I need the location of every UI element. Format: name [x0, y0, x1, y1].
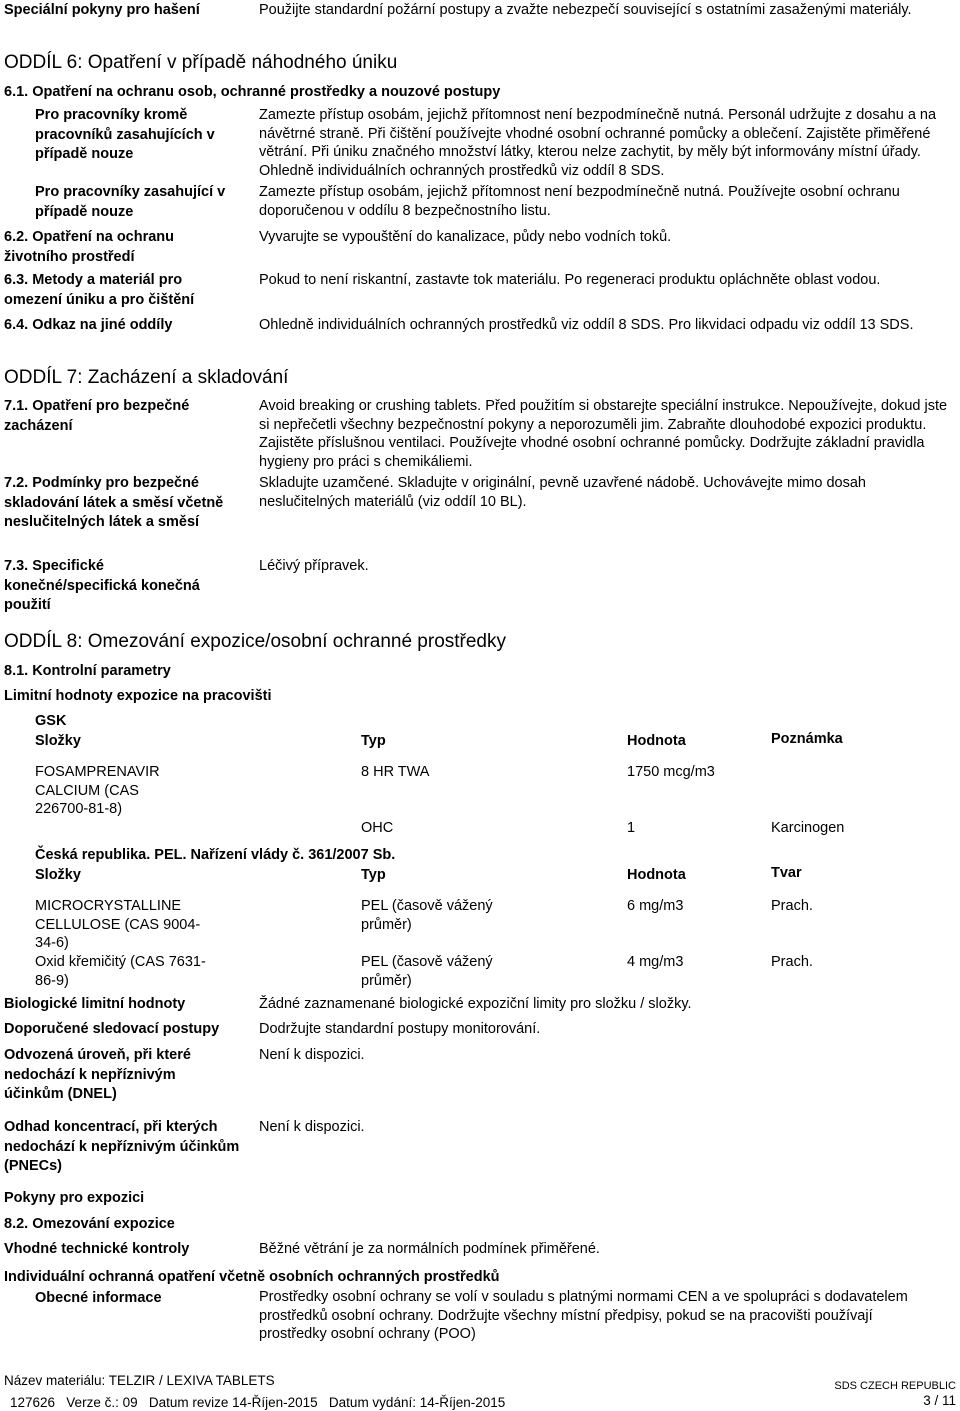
gsk-row-2-note: Karcinogen [771, 820, 845, 836]
section-6-title: ODDÍL 6: Opatření v případě náhodného úniku [4, 52, 398, 73]
section-6-1-title: 6.1. Opatření na ochranu osob, ochranné prostředky a nouzové postupy [4, 84, 501, 100]
storage-text: Skladujte uzamčené. Skladujte v originální, pevně uzavřené nádobě. Uchovávejte mimo dosah neslučitelných materiálů (viz oddíl 10 BL). [259, 475, 866, 510]
gsk-row-2-value: 1 [627, 820, 636, 836]
gsk-row-2-type: OHC [361, 820, 394, 836]
cz-row-1-value: 6 mg/m3 [627, 898, 684, 914]
gsk-header-type: Typ [361, 733, 386, 749]
pnec-text: Není k dispozici. [259, 1119, 365, 1135]
gsk-header-note: Poznámka [771, 731, 843, 747]
cz-row-2-type: PEL (časově vážený průměr) [361, 954, 493, 989]
gsk-header-value: Hodnota [627, 733, 686, 749]
general-info-text: Prostředky osobní ochrany se volí v souladu s platnými normami CEN a ve spolupráci s dodavatelem prostředků osobní ochrany. Dodržujte všechny místní předpisy, pokud se na pracovišti používají prostředky osobní ochrany (POO) [259, 1289, 908, 1342]
specific-use-label: 7.3. Specifické konečné/specifická konečná použití [4, 558, 200, 613]
gsk-table-title: GSK [35, 713, 67, 729]
engineering-controls-text: Běžné větrání je za normálních podmínek přiměřené. [259, 1241, 600, 1257]
pnec-label: Odhad koncentrací, při kterých nedochází k nepříznivým účinkům (PNECs) [4, 1119, 240, 1174]
section-8-2-title: 8.2. Omezování expozice [4, 1216, 175, 1232]
footer-country: SDS CZECH REPUBLIC [834, 1380, 956, 1392]
footer-revision-info: 127626 Verze č.: 09 Datum revize 14-Říjen-2015 Datum vydání: 14-Říjen-2015 [10, 1395, 506, 1410]
engineering-controls-label: Vhodné technické kontroly [4, 1241, 190, 1257]
cz-row-2-component: Oxid křemičitý (CAS 7631-86-9) [35, 954, 206, 989]
gsk-row-1-type: 8 HR TWA [361, 764, 430, 780]
cz-header-form: Tvar [771, 865, 802, 881]
footer-material-name: Název materiálu: TELZIR / LEXIVA TABLETS [4, 1373, 275, 1388]
non-emergency-text: Zamezte přístup osobám, jejichž přítomnost není bezpodmínečně nutná. Personál udržujte z dosahu a na návětrné straně. Při čištění používejte vhodné osobní ochranné pomůcky a oblečení. Zajistěte přiměřené větrání. Při úniku značného množství látky, kterou nelze zachytit, by měly být informovány místní úřady. Ohledně individuálních ochranných prostředků viz oddíl 8 SDS. [259, 107, 937, 179]
gsk-row-1-value: 1750 mcg/m3 [627, 764, 715, 780]
footer-page-number: 3 / 11 [923, 1393, 956, 1408]
fire-instructions-label: Speciální pokyny pro hašení [4, 2, 200, 18]
specific-use-text: Léčivý přípravek. [259, 558, 369, 574]
env-precautions-label: 6.2. Opatření na ochranu životního prostředí [4, 229, 175, 265]
ppe-title: Individuální ochranná opatření včetně osobních ochranných prostředků [4, 1269, 500, 1285]
cz-header-components: Složky [35, 867, 81, 883]
cz-header-type: Typ [361, 867, 386, 883]
fire-instructions-text: Použijte standardní požární postupy a zvažte nebezpečí související s ostatními zasaženými materiály. [259, 2, 912, 18]
containment-label: 6.3. Metody a materiál pro omezení úniku a pro čištění [4, 272, 195, 308]
containment-text: Pokud to není riskantní, zastavte tok materiálu. Po regeneraci produktu opláchněte oblast vodou. [259, 272, 881, 288]
gsk-header-components: Složky [35, 733, 81, 749]
cz-row-2-value: 4 mg/m3 [627, 954, 684, 970]
cz-row-1-component: MICROCRYSTALLINE CELLULOSE (CAS 9004-34-6) [35, 898, 201, 951]
non-emergency-label: Pro pracovníky kromě pracovníků zasahujících v případě nouze [35, 107, 215, 162]
env-precautions-text: Vyvarujte se vypouštění do kanalizace, půdy nebo vodních toků. [259, 229, 672, 245]
reference-text: Ohledně individuálních ochranných prostředků viz oddíl 8 SDS. Pro likvidaci odpadu viz oddíl 13 SDS. [259, 317, 914, 333]
cz-row-1-form: Prach. [771, 898, 813, 914]
handling-label: 7.1. Opatření pro bezpečné zacházení [4, 398, 190, 434]
monitoring-text: Dodržujte standardní postupy monitorování. [259, 1021, 541, 1037]
emergency-label: Pro pracovníky zasahující v případě nouze [35, 184, 226, 220]
storage-label: 7.2. Podmínky pro bezpečné skladování látek a směsí včetně neslučitelných látek a směsí [4, 475, 224, 530]
handling-text: Avoid breaking or crushing tablets. Před použitím si obstarejte speciální instrukce. Nepoužívejte, dokud jste si nepřečetli všechny bezpečnostní pokyny a neporozuměli jim. Zabraňte dlouhodobé expozici produktu. Zajistěte příslušnou ventilaci. Používejte vhodné osobní ochranné pomůcky. Dodržujte základní pravidla hygieny pro práci s chemikáliemi. [259, 398, 948, 470]
exposure-guidelines-label: Pokyny pro expozici [4, 1190, 145, 1206]
dnel-text: Není k dispozici. [259, 1047, 365, 1063]
bio-limits-label: Biologické limitní hodnoty [4, 996, 186, 1012]
monitoring-label: Doporučené sledovací postupy [4, 1021, 220, 1037]
gsk-component: FOSAMPRENAVIR CALCIUM (CAS 226700-81-8) [35, 764, 160, 817]
cz-header-value: Hodnota [627, 867, 686, 883]
reference-label: 6.4. Odkaz na jiné oddíly [4, 317, 173, 333]
bio-limits-text: Žádné zaznamenané biologické expoziční limity pro složku / složky. [259, 996, 692, 1012]
cz-table-title: Česká republika. PEL. Nařízení vlády č. 361/2007 Sb. [35, 847, 396, 863]
section-7-title: ODDÍL 7: Zacházení a skladování [4, 367, 289, 388]
oel-title: Limitní hodnoty expozice na pracovišti [4, 688, 272, 704]
cz-row-1-type: PEL (časově vážený průměr) [361, 898, 493, 933]
emergency-text: Zamezte přístup osobám, jejichž přítomnost není bezpodmínečně nutná. Používejte osobní ochranu doporučenou v oddílu 8 bezpečnostního listu. [259, 184, 900, 219]
general-info-label: Obecné informace [35, 1290, 162, 1306]
section-8-1-title: 8.1. Kontrolní parametry [4, 663, 171, 679]
section-8-title: ODDÍL 8: Omezování expozice/osobní ochranné prostředky [4, 631, 506, 652]
dnel-label: Odvozená úroveň, při které nedochází k nepříznivým účinkům (DNEL) [4, 1047, 191, 1102]
cz-row-2-form: Prach. [771, 954, 813, 970]
